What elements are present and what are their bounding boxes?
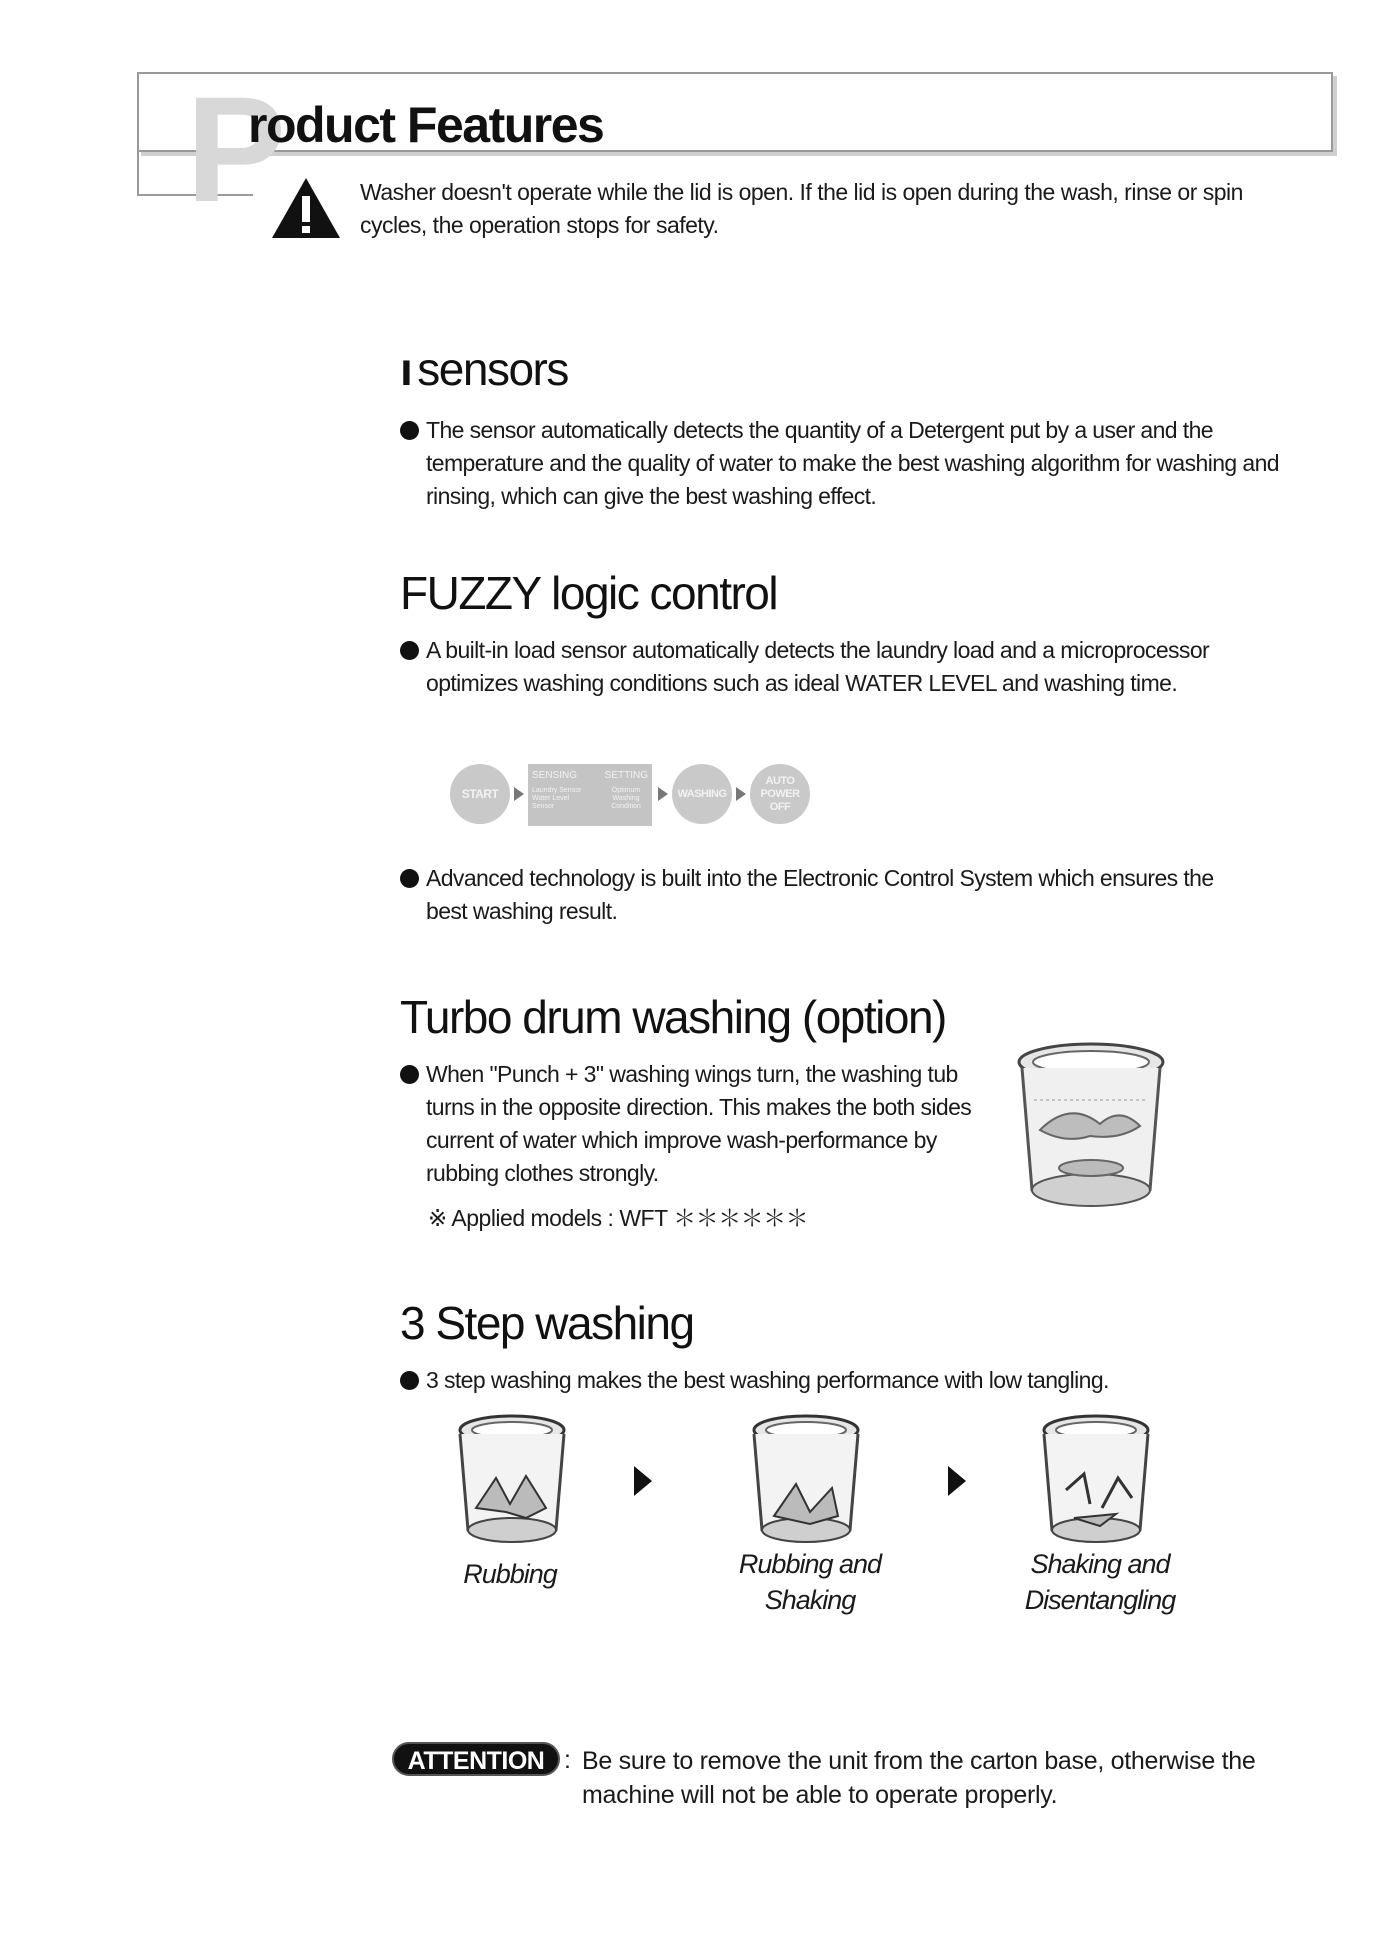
section-title-text: sensors [417,343,568,395]
step-label-rubbing: Rubbing [463,1559,557,1589]
attention-text: Be sure to remove the unit from the carton base, otherwise the machine will not be able to operate properly. [582,1747,1256,1809]
bullet-text: A built-in load sensor automatically detects the laundry load and a microprocessor optimizes washing conditions such as ideal WATER LEVEL and washing time. [426,637,1210,696]
attention-badge: ATTENTION [392,1742,560,1776]
step-label-shaking-disentangling: Shaking and Disentangling [1024,1549,1176,1615]
step-arrow-icon [634,1466,652,1496]
warning-text: Washer doesn't operate while the lid is open. If the lid is open during the wash, rinse or spin cycles, the operation stops for safety. [360,179,1243,238]
bullet-fuzzy-2 [400,862,1220,928]
flow-setting: SETTING [604,770,648,781]
flow-sensing: SENSING [532,770,578,781]
step-shaking-disentangling-tub-image [1030,1408,1162,1556]
section-title-steps: 3 Step washing [400,1297,694,1349]
bullet-text: When "Punch + 3" washing wings turn, the washing tub turns in the opposite direction. This makes the both sides current of water which improve wash-performance by rubbing clothes strongly. [426,1061,972,1186]
header-divider [137,146,139,196]
section-title-fuzzy: FUZZY logic control [400,567,778,619]
applied-models-note: ※ Applied models : WFT ＊＊＊＊＊＊ [428,1205,809,1231]
flow-sensing-setting [528,764,652,826]
section-title-sensors [400,342,568,396]
bullet-fuzzy-1 [400,634,1220,700]
fuzzy-flow-diagram [448,762,818,826]
header-big-letter: P [186,65,287,233]
bullet-dot-icon [400,869,419,888]
bullet-turbo [400,1058,1010,1190]
step-arrow-icon [948,1466,966,1496]
bullet-text: 3 step washing makes the best washing performance with low tangling. [426,1367,1109,1393]
section-title-mark: ı [400,343,412,395]
flow-setting-sub: Optimum Washing Condition [611,787,641,810]
step-label-rubbing-shaking: Rubbing and Shaking [738,1549,882,1615]
bullet-dot-icon [400,1371,419,1390]
page-title: roduct Features [248,97,604,153]
flow-sensing-sub: Laundry Sensor Water Level Sensor [532,787,582,810]
bullet-steps [400,1364,1280,1397]
flow-washing: WASHING [672,764,732,824]
bullet-text: Advanced technology is built into the Electronic Control System which ensures the best washing result. [426,865,1214,924]
flow-arrow-icon [658,787,668,801]
turbo-drum-tub-image [1010,1040,1172,1218]
bullet-sensors [400,414,1280,513]
section-title-turbo: Turbo drum washing (option) [400,991,946,1043]
bullet-dot-icon [400,1065,419,1084]
flow-auto-power-off: AUTO POWER OFF [750,764,810,824]
flow-arrow-icon [514,787,524,801]
bullet-text: The sensor automatically detects the quantity of a Detergent put by a user and the temperature and the quality of water to make the best washing algorithm for washing and rinsing, which can give the best washing effect. [426,417,1279,509]
warning-triangle-icon [270,176,342,240]
step-rubbing-tub-image [446,1408,578,1556]
bullet-dot-icon [400,641,419,660]
attention-colon: : [564,1746,571,1774]
bullet-dot-icon [400,421,419,440]
flow-start: START [450,764,510,824]
flow-arrow-icon [736,787,746,801]
step-rubbing-shaking-tub-image [740,1408,872,1556]
